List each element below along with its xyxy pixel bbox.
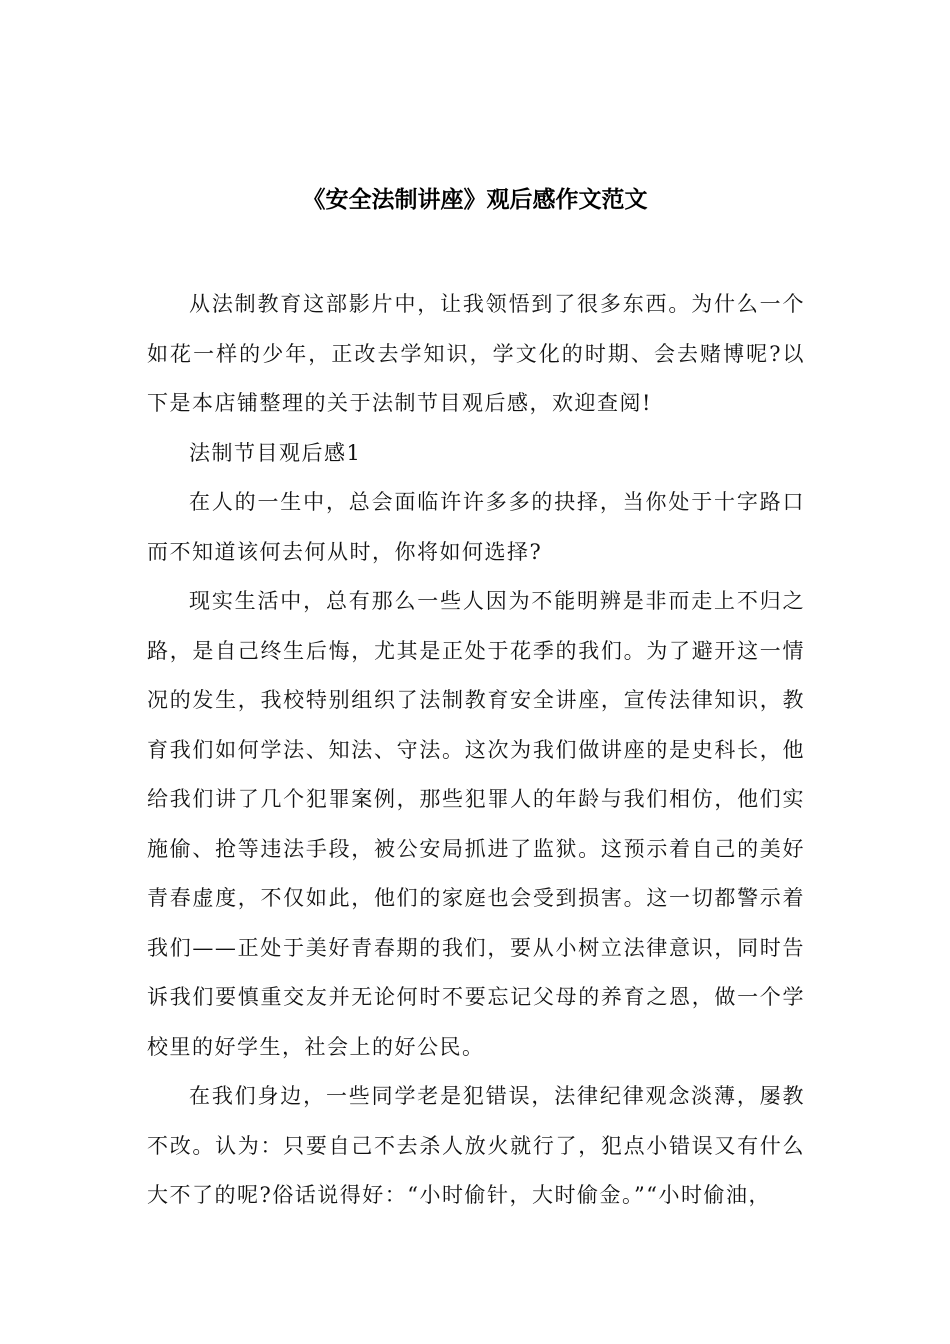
body-paragraph: 现实生活中，总有那么一些人因为不能明辨是非而走上不归之路，是自己终生后悔，尤其是正处于花季的我们。为了避开这一情况的发生，我校特别组织了法制教育安全讲座，宣传法律知识，教育我们如何学法、知法、守法。这次为我们做讲座的是史科长，他给我们讲了几个犯罪案例，那些犯罪人的年龄与我们相仿，他们实施偷、抢等违法手段，被公安局抓进了监狱。这预示着自己的美好青春虚度，不仅如此，他们的家庭也会受到损害。这一切都警示着我们——正处于美好青春期的我们，要从小树立法律意识，同时告诉我们要慎重交友并无论何时不要忘记父母的养育之恩，做一个学校里的好学生，社会上的好公民。 (147, 589, 805, 1059)
body-paragraph: 在人的一生中，总会面临许许多多的抉择，当你处于十字路口而不知道该何去何从时，你将如何选择? (147, 490, 805, 564)
document-title: 《安全法制讲座》观后感作文范文 (302, 186, 648, 213)
document-body (147, 280, 805, 1221)
section-heading: 法制节目观后感1 (189, 440, 362, 465)
intro-paragraph: 从法制教育这部影片中，让我领悟到了很多东西。为什么一个如花一样的少年，正改去学知识，学文化的时期、会去赌博呢?以下是本店铺整理的关于法制节目观后感，欢迎查阅! (147, 292, 805, 415)
body-paragraph: 在我们身边，一些同学老是犯错误，法律纪律观念淡薄，屡教不改。认为：只要自己不去杀人放火就行了，犯点小错误又有什么大不了的呢?俗话说得好：“小时偷针，大时偷金。”“小时偷油， (147, 1084, 805, 1207)
